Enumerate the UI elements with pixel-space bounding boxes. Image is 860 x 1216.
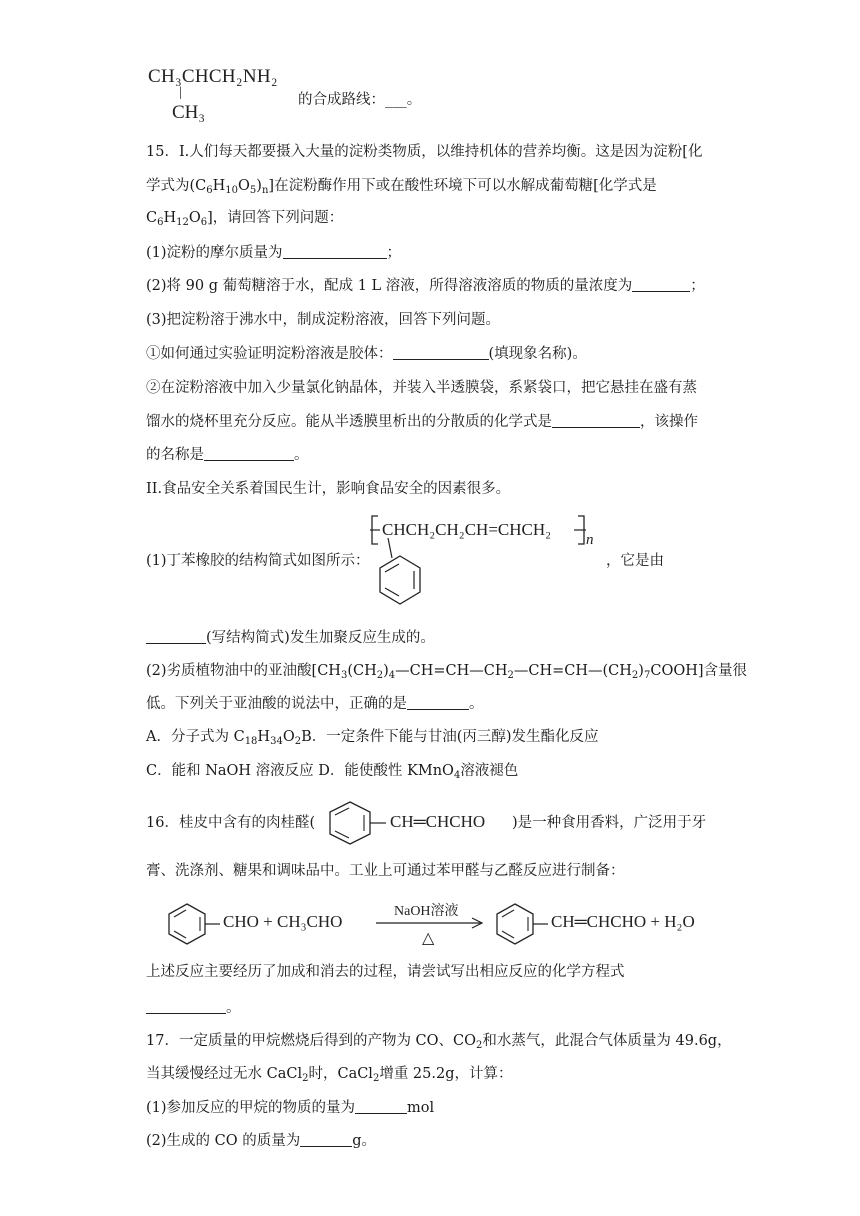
reaction-condition-heat: △ [422, 930, 435, 947]
q15-line-2: 学式为$(C_6H_{10}O_5)_n$]在淀粉酶作用下或在酸性环境下可以水解成葡萄糖[化学式是 [146, 178, 657, 196]
q16-line-2: 膏、洗涤剂、糖果和调味品中。工业上可通过苯甲醛与乙醛反应进行制备： [146, 863, 625, 879]
q17-part-1: (1)参加反应的甲烷的物质的量为 mol [146, 1100, 435, 1116]
reaction-equation [160, 894, 750, 954]
answer-blank[interactable] [632, 277, 690, 292]
q15-part-1: (1)淀粉的摩尔质量为 ； [146, 245, 402, 261]
answer-blank[interactable] [300, 1132, 352, 1147]
amine-main-formula: CH₃CHCH₂NH₂ [148, 66, 278, 87]
answer-blank[interactable] [552, 413, 640, 428]
q16-line-1b: )是一种食用香料，广泛用于牙 [512, 815, 707, 831]
q15-part-2: (2)将 90 g 葡萄糖溶于水，配成 1 L 溶液，所得溶液溶质的物质的量浓度为 ； [146, 278, 705, 294]
q16-line-3: 上述反应主要经历了加成和消去的过程，请尝试写出相应反应的化学方程式 [146, 964, 625, 980]
amine-bond: | [179, 85, 182, 100]
answer-blank[interactable] [146, 629, 206, 644]
answer-blank[interactable] [355, 1099, 407, 1114]
q17-line-1: 17．一定质量的甲烷燃烧后得到的产物为 CO、$CO_2$和水蒸气，此混合气体质量为 49.6g， [146, 1033, 732, 1051]
products: CH═CHCHO + H₂O [551, 912, 695, 931]
q15-line-3: $C_6H_{12}O_6$]，请回答下列问题： [146, 210, 344, 228]
answer-blank[interactable] [146, 999, 226, 1014]
answer-blank[interactable] [407, 695, 469, 710]
answer-blank[interactable] [204, 446, 294, 461]
q16-line-4: 。 [146, 998, 241, 1018]
q17-line-2: 当其缓慢经过无水 CaCl$_2$时，CaCl$_2$增重 25.2g，计算： [146, 1066, 513, 1084]
reaction-condition-top: NaOH溶液 [394, 904, 459, 919]
cinnamaldehyde-structure [320, 798, 516, 846]
amine-branch: CH₃ [172, 102, 206, 123]
q15-line-1: 15．I.人们每天都要摄入大量的淀粉类物质，以维持机体的营养均衡。这是因为淀粉[化 [146, 144, 703, 160]
q17-part-2: (2)生成的 CO 的质量为 g。 [146, 1133, 377, 1149]
rubber-formula: CHCH₂CH₂CH=CHCH₂ [382, 520, 552, 539]
reactants: CHO + CH₃CHO [223, 912, 343, 931]
q15-option-CD: C．能和 NaOH 溶液反应 D．能使酸性 KMnO$_4$溶液褪色 [146, 763, 519, 781]
q15-II-part-2-line-2: 低。下列关于亚油酸的说法中，正确的是 。 [146, 696, 484, 712]
q15-section-II: II.食品安全关系着国民生计，影响食品安全的因素很多。 [146, 481, 511, 497]
rubber-structure [368, 510, 598, 610]
q15-II-part-1b: ，它是由 [606, 553, 664, 569]
q15-sub-2-line-3: 的名称是 。 [146, 447, 309, 463]
cinnamaldehyde-chain: CH═CHCHO [390, 812, 486, 831]
q15-sub-1: ①如何通过实验证明淀粉溶液是胶体： (填现象名称)。 [146, 346, 587, 362]
answer-blank[interactable] [283, 244, 387, 259]
q15-sub-2-line-1: ②在淀粉溶液中加入少量氯化钠晶体，并装入半透膜袋，系紧袋口，把它悬挂在盛有蒸 [146, 380, 697, 396]
rubber-n: n [586, 532, 594, 548]
q15-sub-2-line-2: 馏水的烧杯里充分反应。能从半透膜里析出的分散质的化学式是 ，该操作 [146, 414, 698, 430]
answer-blank[interactable] [393, 345, 489, 360]
q15-II-part-1c: (写结构简式)发生加聚反应生成的。 [146, 628, 435, 648]
amine-structure [148, 66, 278, 123]
q15-II-part-1a: (1)丁苯橡胶的结构简式如图所示： [146, 553, 370, 569]
q15-II-part-2-line-1: (2)劣质植物油中的亚油酸$[CH_3(CH_2)_4—CH=CH—CH_2—CH=CH—(CH_2)_7COOH]$含量很 [146, 663, 748, 681]
q15-part-3: (3)把淀粉溶于沸水中，制成淀粉溶液，回答下列问题。 [146, 312, 501, 328]
amine-suffix: 的合成路线：___。 [298, 92, 422, 108]
q16-line-1a: 16．桂皮中含有的肉桂醛( [146, 815, 316, 831]
q15-option-AB: A．分子式为 $C_{18}H_{34}O_2B$．一定条件下能与甘油(丙三醇)发生酯化反应 [146, 729, 599, 747]
